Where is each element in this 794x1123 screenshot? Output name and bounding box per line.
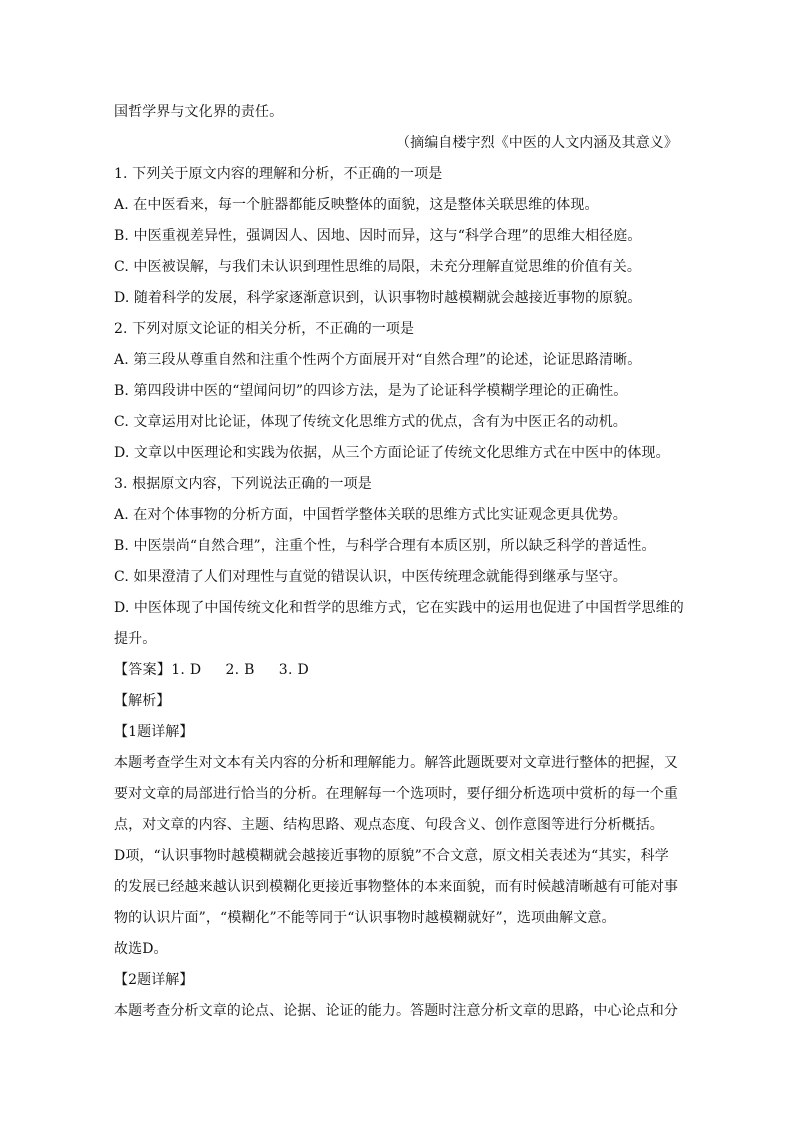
question-1-stem: 1. 下列关于原文内容的理解和分析，不正确的一项是 [114,166,443,182]
question-2-option-b: B. 第四段讲中医的“望闻问切”的四诊方法，是为了论证科学模糊学理论的正确性。 [114,383,628,399]
answer-line [114,660,684,680]
question-2-stem: 2. 下列对原文论证的相关分析，不正确的一项是 [114,321,415,337]
question-1-option-b: B. 中医重视差异性，强调因人、因地、因时而异，这与“科学合理”的思维大相径庭。 [114,228,642,244]
question-3-stem: 3. 根据原文内容，下列说法正确的一项是 [114,476,372,492]
analysis-label: 【解析】 [114,693,171,709]
question-1-option-c: C. 中医被误解，与我们未认识到理性思维的局限，未充分理解直觉思维的价值有关。 [114,259,642,275]
question-3-option-d: D. 中医体现了中国传统文化和哲学的思维方式，它在实践中的运用也促进了中国哲学思维的 [114,600,684,616]
source-citation: （摘编自楼宇烈《中医的人文内涵及其意义》 [396,135,678,151]
answer-1: 1. D [171,662,202,678]
detail-2-line: 本题考查分析文章的论点、论据、论证的能力。答题时注意分析文章的思路，中心论点和分 [114,1003,678,1019]
detail-2-label: 【2题详解】 [114,972,194,988]
question-3-option-b: B. 中医崇尚“自然合理”，注重个性，与科学合理有本质区别，所以缺乏科学的普适性。 [114,538,656,554]
detail-1-line: D项，“认识事物时越模糊就会越接近事物的原貌”不合文意，原文相关表述为“其实，科学 [114,848,669,864]
detail-1-line: 点，对文章的内容、主题、结构思路、观点态度、句段含义、创作意图等进行分析概括。 [114,817,664,833]
detail-1-line: 故选D。 [114,941,168,957]
question-2-option-a: A. 第三段从尊重自然和注重个性两个方面展开对“自然合理”的论述，论证思路清晰。 [114,352,642,368]
question-1-option-a: A. 在中医看来，每一个脏器都能反映整体的面貌，这是整体关联思维的体现。 [114,197,599,213]
detail-1-line: 的发展已经越来越认识到模糊化更接近事物整体的本来面貌，而有时候越清晰越有可能对事 [114,879,678,895]
question-2-option-c: C. 文章运用对比论证，体现了传统文化思维方式的优点，含有为中医正名的动机。 [114,414,627,430]
answer-3: 3. D [278,662,309,678]
question-1-option-d: D. 随着科学的发展，科学家逐渐意识到，认识事物时越模糊就会越接近事物的原貌。 [114,290,642,306]
detail-1-line: 要对文章的局部进行恰当的分析。在理解每一个选项时，要仔细分析选项中赏析的每一个重 [114,786,678,802]
intro-line: 国哲学界与文化界的责任。 [114,104,284,120]
detail-1-line: 物的认识片面”，“模糊化”不能等同于“认识事物时越模糊就好”，选项曲解文意。 [114,910,616,926]
question-2-option-d: D. 文章以中医理论和实践为依据，从三个方面论证了传统文化思维方式在中医中的体现。 [114,445,670,461]
detail-1-label: 【1题详解】 [114,724,194,740]
question-3-option-d-continuation: 提升。 [114,631,157,647]
question-3-option-c: C. 如果澄清了人们对理性与直觉的错误认识，中医传统理念就能得到继承与坚守。 [114,569,627,585]
answer-label: 【答案】 [114,662,172,678]
question-3-option-a: A. 在对个体事物的分析方面，中国哲学整体关联的思维方式比实证观念更具优势。 [114,507,627,523]
detail-1-line: 本题考查学生对文本有关内容的分析和理解能力。解答此题既要对文章进行整体的把握，又 [114,755,678,771]
answer-2: 2. B [225,662,255,678]
